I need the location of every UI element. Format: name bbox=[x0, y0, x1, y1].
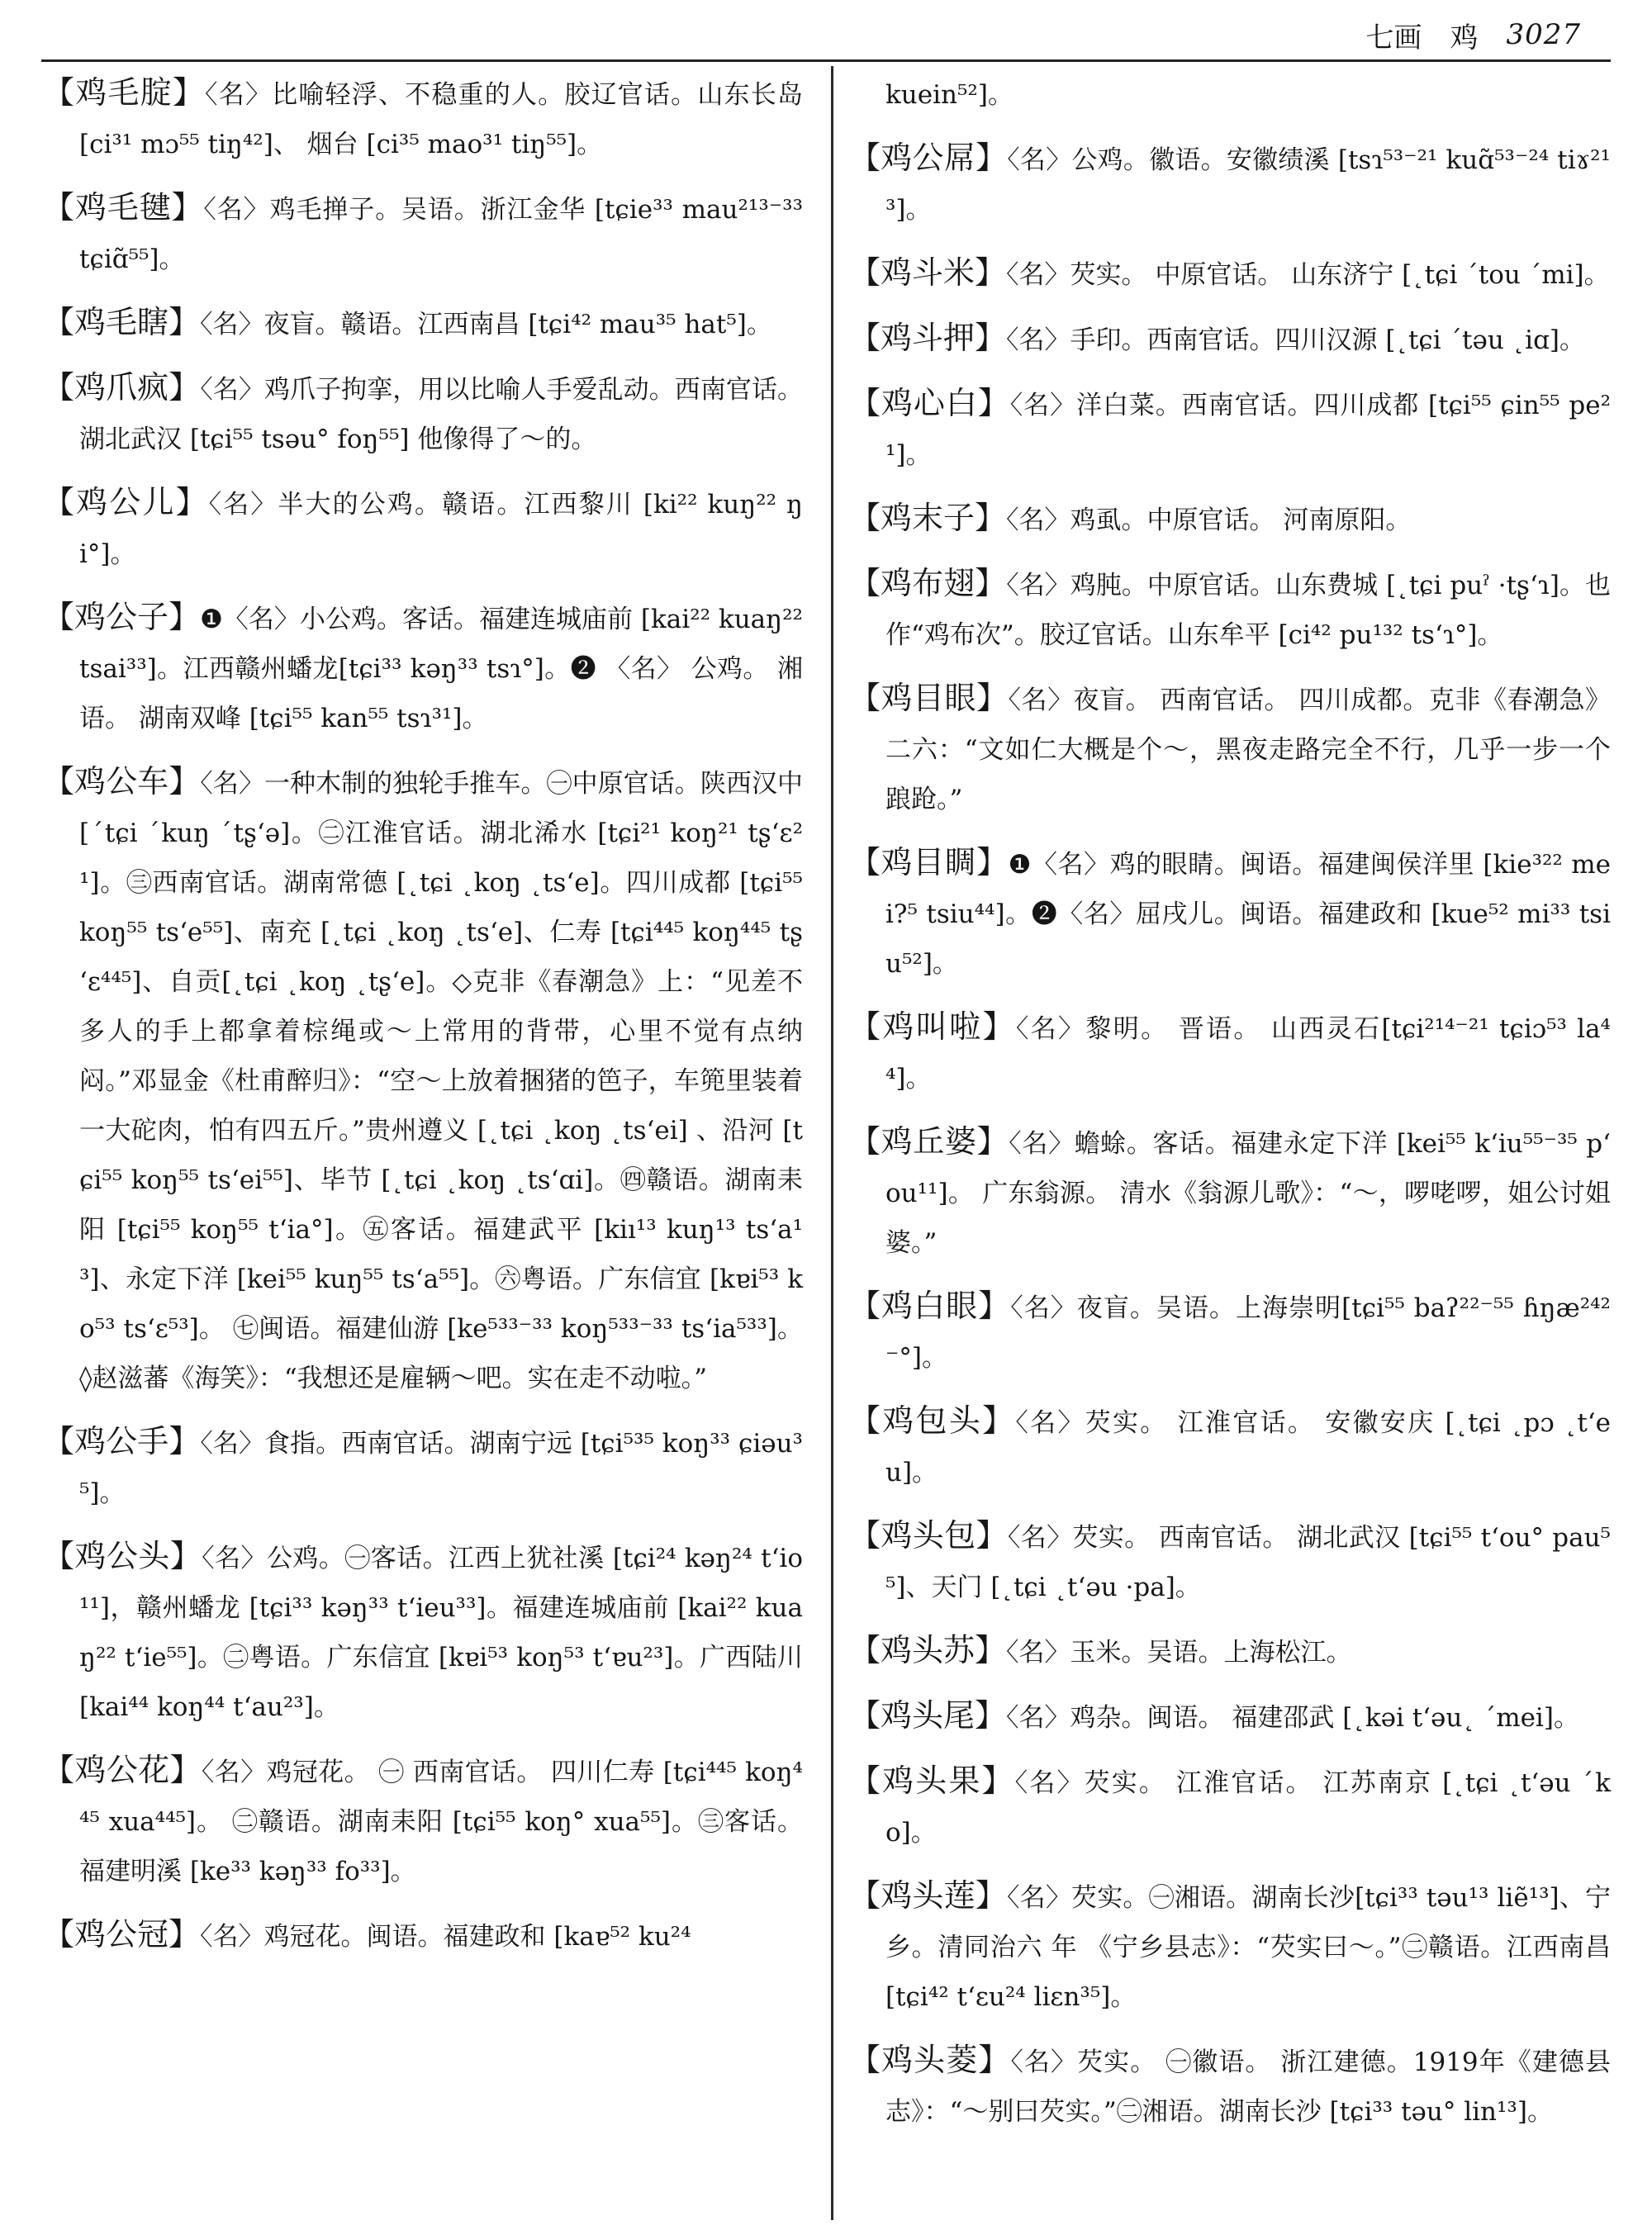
part-of-speech: 〈名〉 bbox=[208, 490, 278, 520]
entry-definition: 鸡杂。闽语。 福建邵武 [˛kəi tʻəu˛ ˊmei]。 bbox=[1070, 1703, 1579, 1733]
entry-headword: 【鸡白眼】 bbox=[849, 1288, 1011, 1324]
part-of-speech: ❶〈名〉 bbox=[1008, 850, 1110, 880]
entry-definition: 鸡爪子拘挛，用以比喻人手爱乱动。西南官话。湖北武汉 [tɕi⁵⁵ tsəu° foŋ⁵⁵] 他像得了～的。 bbox=[79, 375, 803, 454]
part-of-speech: 〈名〉 bbox=[205, 80, 273, 110]
part-of-speech: 〈名〉 bbox=[200, 310, 264, 339]
entry-definition: 一种木制的独轮手推车。㊀中原官话。陕西汉中 [ˊtɕi ˊkuŋ ˊtʂʻə]。㊁江淮官话。湖北浠水 [tɕi²¹ koŋ²¹ tʂʻɛ²¹]。㊂西南官话。湖南常德 [˛tɕi ˛koŋ ˛tsʻe]。四川成都 [tɕi⁵⁵ koŋ⁵⁵ tsʻe⁵⁵]、南充 [˛tɕi ˛koŋ ˛tsʻe]、仁寿 [tɕi⁴⁴⁵ koŋ⁴⁴⁵ tʂʻɛ⁴⁴⁵]、自贡[˛tɕi ˛koŋ ˛tʂʻe]。◇克非《春潮急》上：“见差不多人的手上都拿着棕绳或～上常用的背带，心里不觉有点纳闷。”邓显金《杜甫醉归》：“空～上放着捆猪的笆子，车篼里装着一大砣肉，怕有四五斤。”贵州遵义 [˛tɕi ˛koŋ ˛tsʻei] 、沿河 [tɕi⁵⁵ koŋ⁵⁵ tsʻei⁵⁵]、毕节 [˛tɕi ˛koŋ ˛tsʻɑi]。㊃赣语。湖南耒阳 [tɕi⁵⁵ koŋ⁵⁵ tʻia°]。㊄客话。福建武平 [kiı¹³ kuŋ¹³ tsʻa¹³]、永定下洋 [kei⁵⁵ kuŋ⁵⁵ tsʻa⁵⁵]。㊅粤语。广东信宜 [kɐi⁵³ ko⁵³ tsʻɛ⁵³]。 ㊆闽语。福建仙游 [ke⁵³³⁻³³ koŋ⁵³³⁻³³ tsʻia⁵³³]。 ◊赵滋蕃《海笑》：“我想还是雇辆～吧。实在走不动啦。” bbox=[79, 769, 803, 1393]
part-of-speech: 〈名〉 bbox=[1009, 391, 1077, 420]
entry-definition: 鸡冠花。 ㊀ 西南官话。 四川仁寿 [tɕi⁴⁴⁵ koŋ⁴⁴⁵ xua⁴⁴⁵]。 ㊁赣语。湖南耒阳 [tɕi⁵⁵ koŋ° xua⁵⁵]。㊂客话。福建明溪 [ke³³ kəŋ³³ fo³³]。 bbox=[79, 1758, 803, 1886]
dictionary-entry bbox=[43, 297, 803, 349]
part-of-speech: 〈名〉 bbox=[1006, 1883, 1072, 1913]
part-of-speech: 〈名〉 bbox=[1006, 1638, 1070, 1668]
entry-headword: 【鸡目眼】 bbox=[849, 680, 1009, 716]
entry-definition: 夜盲。 西南官话。 四川成都。克非《春潮急》二六：“文如仁大概是个～，黑夜走路完全不行，几乎一步一个踉跄。” bbox=[885, 686, 1611, 814]
dictionary-entry bbox=[43, 1531, 803, 1732]
entry-headword: 【鸡斗米】 bbox=[849, 254, 1007, 291]
part-of-speech: 〈名〉 bbox=[1006, 505, 1070, 535]
entry-definition: 鸡虱。中原官话。 河南原阳。 bbox=[1070, 505, 1412, 535]
part-of-speech: 〈名〉 bbox=[1010, 1293, 1077, 1323]
entry-definition: 黎明。 晋语。 山西灵石[tɕi²¹⁴⁻²¹ tɕiɔ⁵³ la⁴⁴]。 bbox=[885, 1014, 1611, 1094]
entry-definition: 芡实。 ㊀徽语。 浙江建德。1919年《建德县志》：“～别曰芡实。”㊁湘语。湖南长沙 [tɕi³³ təu° lin¹³]。 bbox=[885, 2047, 1611, 2127]
column-divider bbox=[831, 66, 833, 2220]
entry-headword: 【鸡公手】 bbox=[43, 1423, 201, 1459]
entry-headword: 【鸡头尾】 bbox=[849, 1697, 1007, 1734]
entry-headword: 【鸡目睭】 bbox=[849, 844, 1009, 880]
entry-definition: 食指。西南官话。湖南宁远 [tɕi⁵³⁵ koŋ³³ ɕiəu³⁵]。 bbox=[79, 1429, 803, 1508]
entry-headword: 【鸡公冠】 bbox=[43, 1916, 201, 1952]
entry-headword: 【鸡毛毽】 bbox=[43, 189, 204, 225]
dictionary-entry bbox=[849, 1625, 1611, 1677]
page-header bbox=[1365, 12, 1581, 58]
dictionary-entry bbox=[849, 558, 1611, 660]
entry-definition: 芡实。 江淮官话。 安徽安庆 [˛tɕi ˛pɔ ˛tʻeu]。 bbox=[885, 1408, 1611, 1487]
entry-headword: 【鸡丘婆】 bbox=[849, 1123, 1009, 1160]
dictionary-entry bbox=[849, 673, 1611, 824]
part-of-speech: 〈名〉 bbox=[1007, 145, 1072, 175]
entry-headword: 【鸡爪疯】 bbox=[43, 369, 201, 406]
entry-headword: 【鸡公屌】 bbox=[849, 140, 1008, 176]
entry-headword: 【鸡头果】 bbox=[849, 1763, 1015, 1799]
part-of-speech: 〈名〉 bbox=[1015, 1014, 1086, 1044]
entry-definition: 比喻轻浮、不稳重的人。胶辽官话。山东长岛 [ci³¹ mɔ⁵⁵ tiŋ⁴²]、 烟台 [ci³⁵ mao³¹ tiŋ⁵⁵]。 bbox=[79, 80, 803, 159]
entry-headword: 【鸡公头】 bbox=[43, 1538, 202, 1574]
dictionary-entry bbox=[849, 1002, 1611, 1103]
dictionary-entry bbox=[849, 1117, 1611, 1268]
dictionary-entry bbox=[849, 493, 1611, 545]
entry-definition: 芡实。㊀湘语。湖南长沙[tɕi³³ təu¹³ liẽ¹³]、宁乡。清同治六 年 《宁乡县志》：“芡实曰～。”㊁赣语。江西南昌 [tɕi⁴² tʻɛu²⁴ liɛn³⁵]。 bbox=[885, 1883, 1611, 2012]
dictionary-entry bbox=[43, 183, 803, 284]
dictionary-entry bbox=[849, 378, 1611, 480]
entry-definition: 鸡毛掸子。吴语。浙江金华 [tɕie³³ mau²¹³⁻³³ tɕiɑ̃⁵⁵]。 bbox=[79, 195, 804, 274]
left-column bbox=[43, 68, 803, 1975]
entry-definition: 芡实。 西南官话。 湖北武汉 [tɕi⁵⁵ tʻou° pau⁵⁵]、天门 [˛tɕi ˛tʻəu ·pa]。 bbox=[885, 1523, 1611, 1602]
dictionary-entry bbox=[849, 1756, 1611, 1858]
section-character: 鸡 bbox=[1450, 21, 1479, 55]
dictionary-entry bbox=[849, 248, 1611, 300]
dictionary-entry bbox=[43, 757, 803, 1403]
dictionary-entry bbox=[43, 68, 803, 169]
entry-definition: 公鸡。徽语。安徽绩溪 [tsɿ⁵³⁻²¹ kuɑ̃⁵³⁻²⁴ tiɤ²¹³]。 bbox=[885, 145, 1611, 225]
dictionary-entry bbox=[849, 313, 1611, 365]
header-rule bbox=[41, 59, 1611, 62]
entry-definition: 鸡的眼睛。闽语。福建闽侯洋里 [kie³²² mei?⁵ tsiu⁴⁴]。❷〈名〉屈戌儿。闽语。福建政和 [kue⁵² mi³³ tsiu⁵²]。 bbox=[885, 850, 1611, 979]
entry-headword: 【鸡末子】 bbox=[849, 500, 1007, 536]
dictionary-entry bbox=[849, 1691, 1611, 1743]
entry-headword: 【鸡叫啦】 bbox=[849, 1008, 1016, 1045]
entry-definition: 手印。西南官话。四川汉源 [˛tɕi ˊtəu ˛iɑ]。 bbox=[1070, 325, 1586, 355]
dictionary-entry bbox=[43, 592, 803, 743]
part-of-speech: 〈名〉 bbox=[201, 1758, 267, 1787]
entry-definition: 鸡肫。中原官话。山东费城 [˛tɕi puˀ ·tʂʻɿ]。也作“鸡布次”。胶辽官话。山东牟平 [ci⁴² pu¹³² tsʻɿ°]。 bbox=[885, 571, 1611, 650]
entry-definition: 夜盲。吴语。上海崇明[tɕi⁵⁵ baʔ²²⁻⁵⁵ ɦŋæ²⁴²⁻°]。 bbox=[885, 1293, 1611, 1373]
part-of-speech: 〈名〉 bbox=[203, 195, 270, 225]
part-of-speech: 〈名〉 bbox=[1006, 571, 1070, 600]
part-of-speech: 〈名〉 bbox=[1006, 325, 1070, 355]
dictionary-entry bbox=[849, 1511, 1611, 1612]
entry-headword: 【鸡毛腚】 bbox=[43, 74, 206, 111]
dictionary-entry bbox=[849, 1871, 1611, 2022]
part-of-speech: ❶〈名〉 bbox=[200, 605, 300, 634]
entry-definition: 芡实。 江淮官话。 江苏南京 [˛tɕi ˛tʻəu ˊko]。 bbox=[885, 1768, 1611, 1848]
part-of-speech: 〈名〉 bbox=[1009, 1129, 1075, 1159]
part-of-speech: 〈名〉 bbox=[1015, 1408, 1085, 1438]
entry-headword: 【鸡毛瞎】 bbox=[43, 304, 201, 340]
dictionary-entry bbox=[43, 1910, 803, 1962]
part-of-speech: 〈名〉 bbox=[1010, 2047, 1078, 2077]
entry-headword: 【鸡心白】 bbox=[849, 385, 1010, 421]
entry-headword: 【鸡公花】 bbox=[43, 1752, 202, 1788]
right-column bbox=[849, 68, 1611, 2150]
dictionary-entry bbox=[849, 68, 1611, 120]
entry-headword: 【鸡公车】 bbox=[43, 763, 201, 799]
dictionary-entry bbox=[43, 363, 803, 464]
entry-definition: 玉米。吴语。上海松江。 bbox=[1070, 1638, 1352, 1668]
part-of-speech: 〈名〉 bbox=[1008, 686, 1074, 715]
entry-headword: 【鸡公儿】 bbox=[43, 484, 209, 520]
entry-definition: 洋白菜。西南官话。四川成都 [tɕi⁵⁵ ɕin⁵⁵ pe²¹]。 bbox=[885, 391, 1611, 470]
page-number: 3027 bbox=[1506, 18, 1581, 51]
entry-headword: 【鸡公子】 bbox=[43, 599, 201, 635]
dictionary-entry bbox=[849, 133, 1611, 235]
entry-headword: 【鸡头包】 bbox=[849, 1517, 1008, 1554]
entry-headword: 【鸡斗押】 bbox=[849, 320, 1007, 356]
part-of-speech: 〈名〉 bbox=[202, 1544, 267, 1573]
entry-headword: 【鸡布翅】 bbox=[849, 565, 1007, 601]
dictionary-entry bbox=[849, 1396, 1611, 1497]
entry-definition: 夜盲。赣语。江西南昌 [tɕi⁴² mau³⁵ hat⁵]。 bbox=[263, 310, 772, 339]
section-label: 七画 bbox=[1365, 21, 1422, 55]
entry-definition: 公鸡。㊀客话。江西上犹社溪 [tɕi²⁴ kəŋ²⁴ tʻio¹¹]，赣州蟠龙 [tɕi³³ kəŋ³³ tʻieu³³]。福建连城庙前 [kai²² kuaŋ²² tʻie⁵⁵]。㊁粤语。广东信宜 [kɐi⁵³ koŋ⁵³ tʻɐu²³]。广西陆川 [kai⁴⁴ koŋ⁴⁴ tʻau²³]。 bbox=[79, 1544, 803, 1722]
entry-headword: 【鸡头莲】 bbox=[849, 1877, 1007, 1914]
dictionary-entry bbox=[849, 837, 1611, 989]
entry-definition: 芡实。 中原官话。 山东济宁 [˛tɕi ˊtou ˊmi]。 bbox=[1070, 260, 1610, 290]
entry-definition: 小公鸡。客话。福建连城庙前 [kai²² kuaŋ²² tsai³³]。江西赣州蟠龙[tɕi³³ kəŋ³³ tsɿ°]。❷ 〈名〉 公鸡。 湘语。 湖南双峰 [tɕi⁵⁵ kan⁵⁵ tsɿ³¹]。 bbox=[79, 605, 803, 733]
entry-headword: 【鸡包头】 bbox=[849, 1402, 1016, 1439]
part-of-speech: 〈名〉 bbox=[200, 769, 264, 799]
entry-headword: 【鸡头菱】 bbox=[849, 2042, 1011, 2078]
part-of-speech: 〈名〉 bbox=[200, 1922, 264, 1952]
entry-definition: 半大的公鸡。赣语。江西黎川 [ki²² kuŋ²² ŋi°]。 bbox=[79, 490, 803, 569]
dictionary-entry bbox=[43, 477, 803, 579]
part-of-speech: 〈名〉 bbox=[200, 1429, 265, 1459]
entry-definition: 蟾蜍。客话。福建永定下洋 [kei⁵⁵ kʻiu⁵⁵⁻³⁵ pʻou¹¹]。 广东翁源。 清水《翁源儿歌》：“～，啰咾啰，姐公讨姐婆。” bbox=[885, 1129, 1612, 1258]
part-of-speech: 〈名〉 bbox=[200, 375, 264, 405]
dictionary-entry bbox=[43, 1745, 803, 1896]
dictionary-entry bbox=[849, 1281, 1611, 1383]
part-of-speech: 〈名〉 bbox=[1014, 1768, 1085, 1798]
entry-definition: 鸡冠花。闽语。福建政和 [kaɐ⁵² ku²⁴ bbox=[263, 1922, 691, 1952]
part-of-speech: 〈名〉 bbox=[1006, 260, 1070, 290]
dictionary-entry bbox=[43, 1416, 803, 1518]
entry-headword: 【鸡头苏】 bbox=[849, 1632, 1007, 1668]
part-of-speech: 〈名〉 bbox=[1006, 1703, 1070, 1733]
part-of-speech: 〈名〉 bbox=[1007, 1523, 1073, 1553]
entry-definition: kuein⁵²]。 bbox=[885, 80, 1014, 110]
dictionary-entry bbox=[849, 2035, 1611, 2137]
